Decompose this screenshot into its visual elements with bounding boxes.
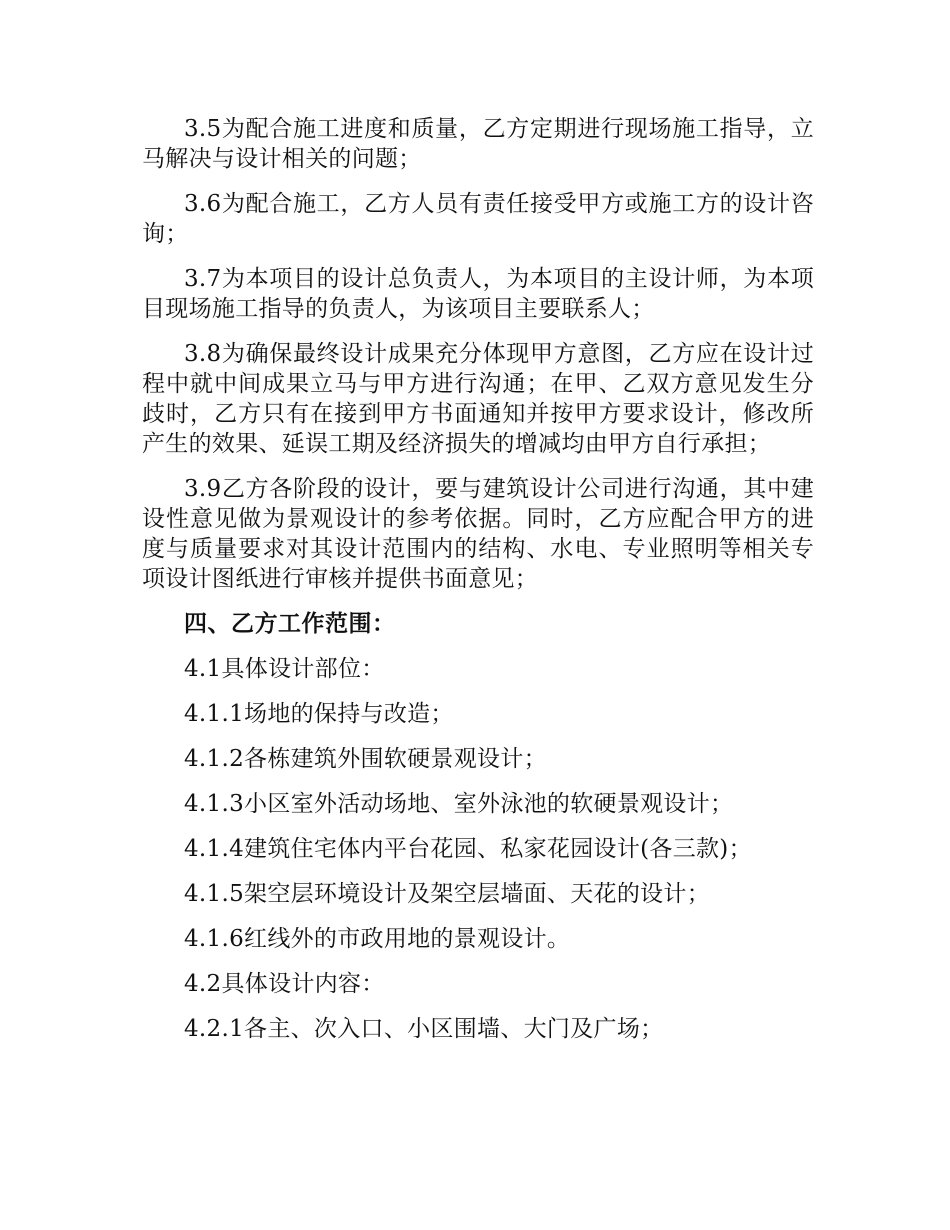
item-4-1-4: 4.1.4建筑住宅体内平台花园、私家花园设计(各三款)； — [184, 836, 752, 862]
item-4-2: 4.2具体设计内容： — [184, 971, 385, 997]
item-4-2-1: 4.2.1各主、次入口、小区围墙、大门及广场； — [184, 1016, 664, 1042]
item-4-1: 4.1具体设计部位： — [184, 656, 385, 682]
paragraph-3-7: 3.7为本项目的设计总负责人，为本项目的主设计师，为本项目现场施工指导的负责人，为该项目主要联系人； — [142, 266, 814, 322]
paragraph-3-9: 3.9乙方各阶段的设计，要与建筑设计公司进行沟通，其中建设性意见做为景观设计的参考依据。同时，乙方应配合甲方的进度与质量要求对其设计范围内的结构、水电、专业照明等相关专项设计图纸进行审核并提供书面意见； — [142, 476, 814, 592]
section-4-heading: 四、乙方工作范围： — [184, 610, 396, 637]
item-4-1-3: 4.1.3小区室外活动场地、室外泳池的软硬景观设计； — [184, 791, 734, 817]
paragraph-3-5: 3.5为配合施工进度和质量，乙方定期进行现场施工指导，立马解决与设计相关的问题； — [142, 116, 814, 172]
paragraph-3-8: 3.8为确保最终设计成果充分体现甲方意图，乙方应在设计过程中就中间成果立马与甲方进行沟通；在甲、乙双方意见发生分歧时，乙方只有在接到甲方书面通知并按甲方要求设计，修改所产生的效果、延误工期及经济损失的增减均由甲方自行承担； — [142, 341, 814, 457]
item-4-1-6: 4.1.6红线外的市政用地的景观设计。 — [184, 926, 571, 952]
item-4-1-5: 4.1.5架空层环境设计及架空层墙面、天花的设计； — [184, 881, 711, 907]
item-4-1-1: 4.1.1场地的保持与改造； — [184, 701, 454, 727]
item-4-1-2: 4.1.2各栋建筑外围软硬景观设计； — [184, 746, 547, 772]
paragraph-3-6: 3.6为配合施工，乙方人员有责任接受甲方或施工方的设计咨询； — [142, 191, 814, 247]
document-page — [142, 114, 814, 1044]
